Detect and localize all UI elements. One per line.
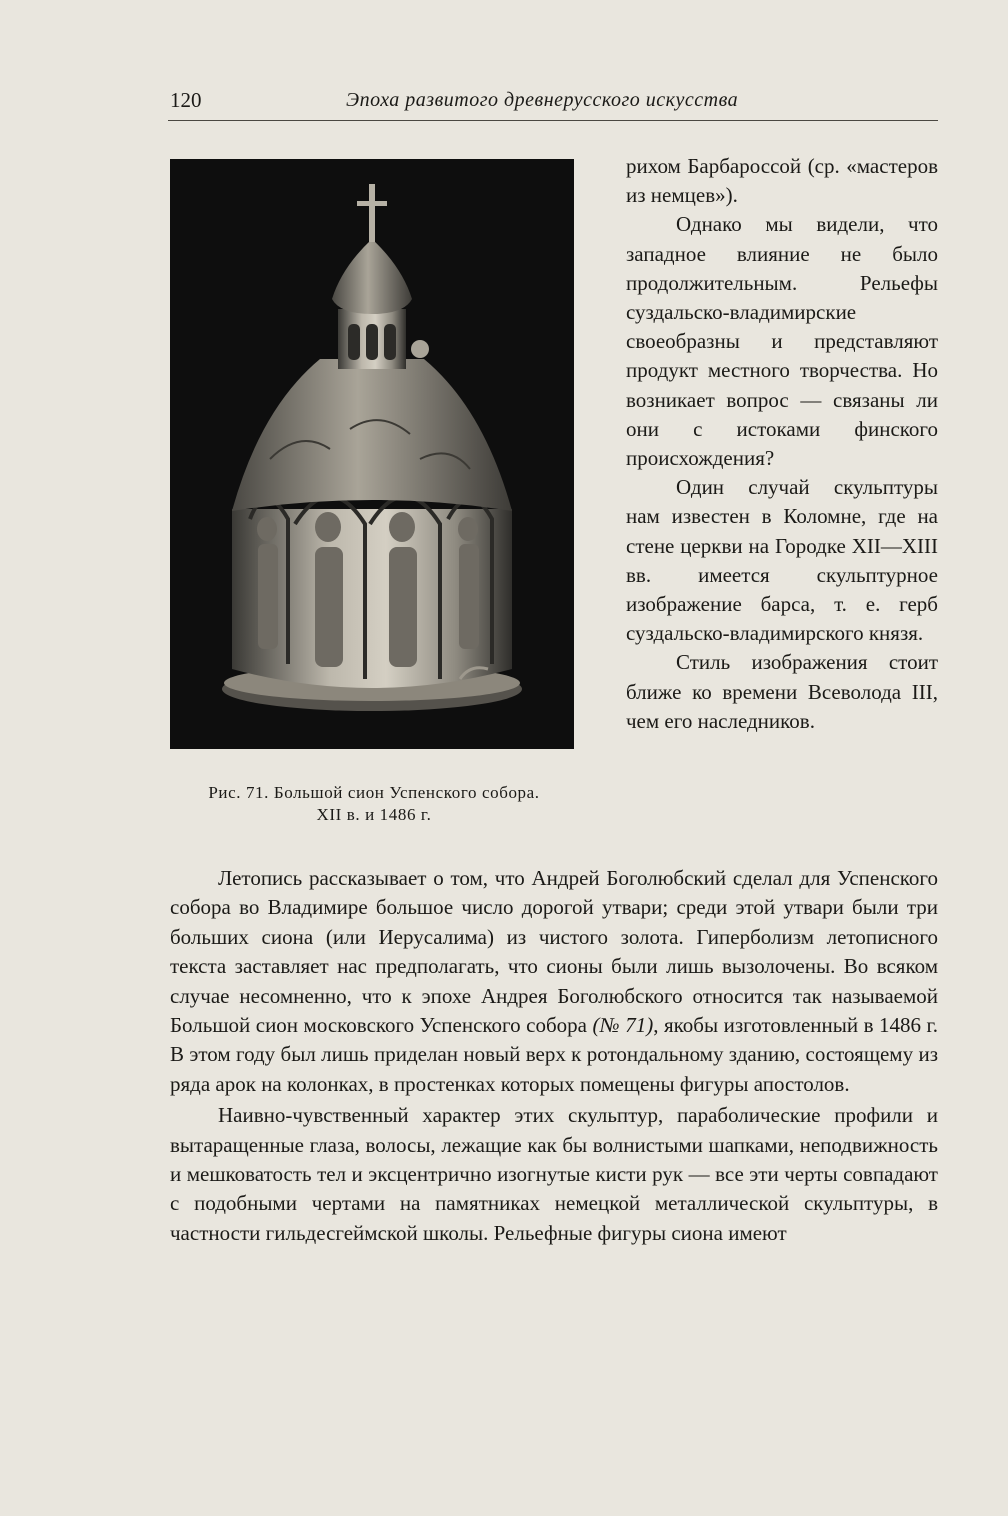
- main-text: [170, 864, 938, 1248]
- paragraph-text: , якобы изготовленный в 1486 г. В этом году был лишь приделан новый верх к ротондальному зданию, состоящему из ряда арок на колонках, в простенках которых помещены фигуры апостолов.: [170, 1013, 938, 1096]
- sion-illustration: [170, 159, 574, 749]
- page-number: 120: [170, 88, 202, 112]
- caption-line-2: XII в. и 1486 г.: [316, 805, 432, 824]
- main-paragraph: [170, 864, 938, 1099]
- caption-line-1: Рис. 71. Большой сион Успенского собора.: [208, 783, 540, 802]
- figure-caption: [166, 782, 582, 826]
- column-paragraph: Однако мы видели, что западное влияние не было продолжительным. Рельефы суздальско-владимирские своеобразны и представляют продукт местного творчества. Но возникает вопрос — связаны ли они с истоками финского происхождения?: [626, 212, 938, 471]
- main-paragraph: Наивно-чувственный характер этих скульптур, параболические профили и вытаращенные глаза, волосы, лежащие как бы волнистыми шапками, неподвижность и мешковатость тел и эксцентрично изогнутые кисти рук — все эти черты совпадают с подобными чертами на памятниках немецкой металлической скульптуры, в частности гильдесгеймской школы. Рельефные фигуры сиона имеют: [170, 1103, 938, 1245]
- column-paragraph: рихом Барбароссой (ср. «мастеров из немцев»).: [626, 154, 938, 208]
- figure-reference: (№ 71): [592, 1013, 654, 1038]
- header-rule: [168, 120, 938, 121]
- column-paragraph: Один случай скульптуры нам известен в Коломне, где на стене церкви на Городке XII—XIII вв. имеется скульптурное изображение барса, т. е. герб суздальско-владимирского князя.: [626, 475, 938, 646]
- page-header: [170, 88, 938, 118]
- running-title: Эпоха развитого древнерусского искусства: [346, 89, 739, 111]
- paragraph-text: Летопись рассказывает о том, что Андрей Боголюбский сделал для Успенского собора во Владимире большое число дорогой утвари; среди этой утвари были три больших сиона (или Иерусалима) из чистого золота. Гиперболизм летописного текста заставляет нас предполагать, что сионы были лишь вызолочены. Во всяком случае несомненно, что к эпохе Андрея Боголюбского относится так называемой Большой сион московского Успенского собора: [170, 866, 938, 1038]
- side-column-text: [626, 152, 938, 736]
- sion-photograph: [170, 159, 574, 749]
- column-paragraph: Стиль изображения стоит ближе ко времени Всеволода III, чем его наследников.: [626, 650, 938, 733]
